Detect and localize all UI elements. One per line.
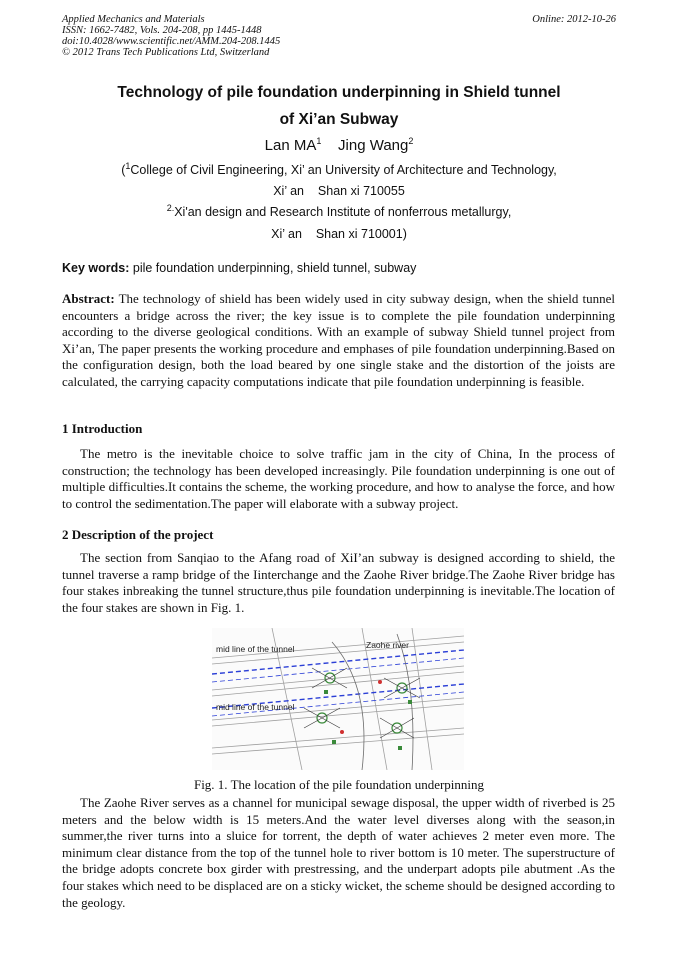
journal-header (62, 14, 280, 58)
keywords-label: Key words: (62, 261, 130, 275)
keywords-text: pile foundation underpinning, shield tunnel, subway (129, 261, 417, 275)
copyright-line: © 2012 Trans Tech Publications Ltd, Switzerland (62, 47, 270, 58)
figure-1-caption: Fig. 1. The location of the pile foundation underpinning (193, 777, 485, 792)
affiliation-2: $^{2.}$Xi'an design and Research Institute of nonferrous metallurgy, (166, 202, 512, 219)
section-1-text: The metro is the inevitable choice to solve traffic jam in the city of China, In the process of construction; the technology has been developed increasingly. Pile foundation underpinning is one out of multiple difficulties.It contains the scheme, the working procedure, and how to analyse the force, and how to control the sedimentation.The paper will elaborate with a subway project. (62, 446, 615, 511)
affiliation-2-address: Xi’ an Shan xi 710001) (271, 227, 407, 241)
figure-1-map (212, 628, 464, 770)
keywords (62, 261, 416, 275)
section-2-para-2: The Zaohe River serves as a channel for municipal sewage disposal, the upper width of riverbed is 25 meters and the below width is 15 meters.And the water level diverses along with the season,in summer,the river turns into a sluice for torrent, the depth of water achieves 2 meter even more. The minimum clear distance from the top of the tunnel hole to river bottom is 10 meter. The superstructure of the bridge adopts concrete box girder with prestressing, and the underpart adopts pile abutment .As the four stakes which need to be displaced are on a sticky wicket, the scheme should be designed according to the geology. (62, 795, 615, 910)
figure-label-midline-2: mid line of the tunnel (216, 702, 295, 712)
journal-name: Applied Mechanics and Materials (62, 14, 205, 25)
figure-1-drawing (212, 628, 464, 770)
abstract (62, 291, 615, 391)
author-2: Jing Wang (338, 137, 409, 154)
author-1: Lan MA (264, 137, 317, 154)
author-1-sup: 1 (316, 136, 322, 146)
abstract-text: The technology of shield has been widely used in city subway design, when the shield tunnel encounters a bridge across the river; the key issue is to complete the pile foundation underpinning according to the diverse geological conditions. With an example of subway Shield tunnel project from Xi’an, The paper presents the working procedure and emphases of pile foundation underpinning.Based on the configuration design, both the load beared by one single stake and the distortion of the joists are calculated, the carrying capacity computations indicate that pile foundation underpinning is feasible. (62, 291, 615, 389)
paper-title-line1: Technology of pile foundation underpinning in Shield tunnel (117, 84, 561, 101)
section-2-heading: 2 Description of the project (62, 527, 214, 542)
doi-line: doi:10.4028/www.scientific.net/AMM.204-208.1445 (62, 36, 281, 47)
author-2-sup: 2 (408, 136, 414, 146)
issn-line: ISSN: 1662-7482, Vols. 204-208, pp 1445-1448 (62, 25, 262, 36)
abstract-label: Abstract: (62, 291, 115, 306)
authors (0, 137, 678, 154)
affiliation-1-address: Xi’ an Shan xi 710055 (273, 184, 405, 198)
figure-label-river: Zaohe river (366, 640, 409, 650)
section-1-heading: 1 Introduction (62, 421, 143, 436)
online-date: Online: 2012-10-26 (532, 14, 616, 25)
section-2-para-1: The section from Sanqiao to the Afang road of XiI’an subway is designed according to shield, the tunnel traverse a ramp bridge of the Iinterchange and the Zaohe River bridge.The Zaohe River bridge has four stakes inbreaking the tunnel structure,thus pile foundation underpinning is inevitable.The location of the four stakes are shown in Fig. 1. (62, 550, 615, 615)
affiliation-1: ($^1$College of Civil Engineering, Xi’ an University of Architecture and Technology, (121, 160, 557, 177)
figure-label-midline-1: mid line of the tunnel (216, 644, 295, 654)
paper-title-line2: of Xi’an Subway (279, 111, 399, 128)
